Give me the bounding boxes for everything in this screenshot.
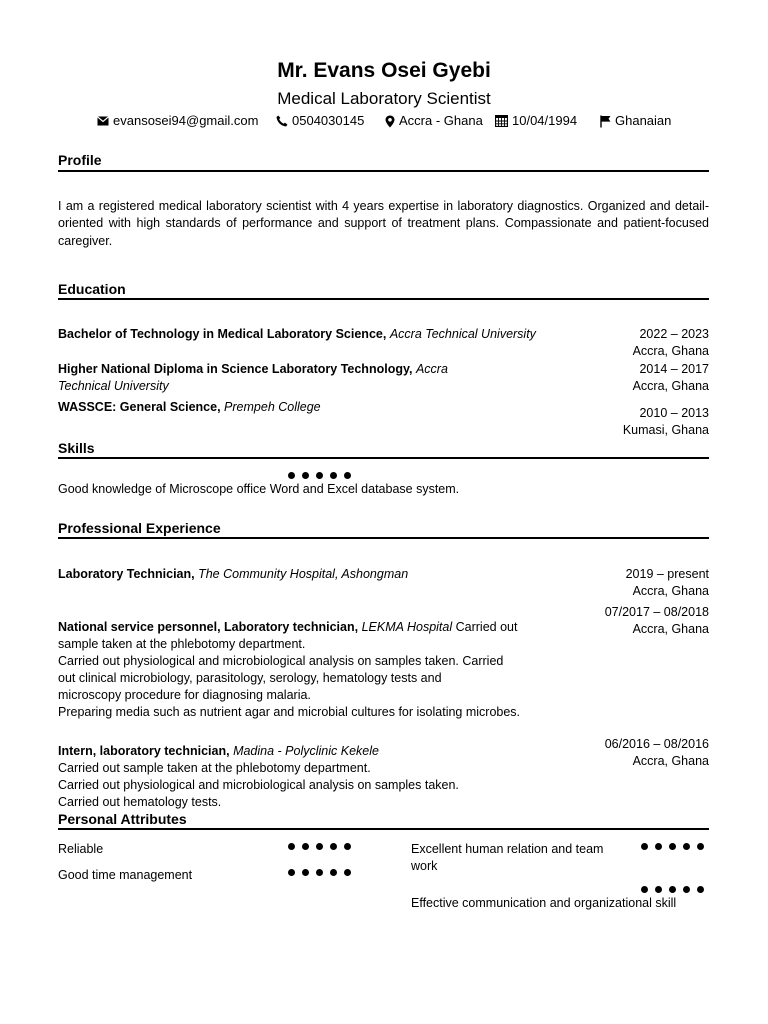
education-divider bbox=[58, 298, 709, 300]
rating-dot bbox=[697, 886, 704, 893]
rating-dot bbox=[655, 886, 662, 893]
rating-dot bbox=[316, 472, 323, 479]
experience-meta-1 bbox=[509, 566, 709, 600]
experience-dates: 2019 – present bbox=[625, 567, 709, 581]
attribute-rating bbox=[641, 843, 704, 850]
email-text: evansosei94@gmail.com bbox=[113, 113, 259, 128]
location-text: Accra - Ghana bbox=[399, 113, 483, 128]
education-place: Accra, Ghana bbox=[632, 344, 709, 358]
rating-dot bbox=[316, 869, 323, 876]
rating-dot bbox=[683, 843, 690, 850]
experience-item-2 bbox=[58, 619, 558, 721]
attribute-rating bbox=[641, 886, 704, 893]
experience-duty: Preparing media such as nutrient agar and microbial cultures for isolating microbes. bbox=[58, 705, 521, 719]
rating-dot bbox=[288, 843, 295, 850]
experience-role: Intern, laboratory technician, bbox=[58, 744, 230, 758]
attribute-rating bbox=[288, 843, 351, 850]
attribute-label: Effective communication and organizational skill bbox=[411, 896, 677, 910]
experience-role: Laboratory Technician, bbox=[58, 567, 195, 581]
experience-divider bbox=[58, 537, 709, 539]
education-item-3 bbox=[58, 399, 558, 416]
contact-dob bbox=[495, 112, 577, 130]
attribute-label: Reliable bbox=[58, 842, 104, 856]
skills-divider bbox=[58, 457, 709, 459]
rating-dot bbox=[655, 843, 662, 850]
rating-dot bbox=[330, 472, 337, 479]
attribute-label: Excellent human relation and team work bbox=[411, 842, 604, 873]
rating-dot bbox=[302, 843, 309, 850]
experience-dates: 06/2016 – 08/2016 bbox=[604, 737, 709, 751]
contact-email[interactable] bbox=[97, 112, 258, 130]
experience-item-1 bbox=[58, 566, 518, 583]
skills-text: Good knowledge of Microscope office Word and Excel database system. bbox=[58, 482, 460, 496]
education-school: Prempeh College bbox=[224, 400, 321, 414]
attribute-label: Good time management bbox=[58, 868, 193, 882]
rating-dot bbox=[641, 843, 648, 850]
rating-dot bbox=[669, 843, 676, 850]
envelope-icon bbox=[97, 116, 109, 126]
education-degree: WASSCE: General Science, bbox=[58, 400, 221, 414]
education-heading: Education bbox=[58, 281, 126, 297]
education-degree: Bachelor of Technology in Medical Laboratory Science, bbox=[58, 327, 387, 341]
skills-heading: Skills bbox=[58, 440, 95, 456]
experience-org: The Community Hospital, Ashongman bbox=[198, 567, 409, 581]
profile-text: I am a registered medical laboratory scientist with 4 years expertise in laboratory diagnostics. Organized and detail-oriented with high standards of performance and support of treatment plans. Compassionate and patient-focused caregiver. bbox=[58, 199, 709, 248]
contact-location bbox=[385, 112, 483, 130]
rating-dot bbox=[344, 472, 351, 479]
rating-dot bbox=[288, 869, 295, 876]
education-item-2 bbox=[58, 361, 458, 395]
profile-divider bbox=[58, 170, 709, 172]
rating-dot bbox=[316, 843, 323, 850]
rating-dot bbox=[302, 869, 309, 876]
rating-dot bbox=[344, 843, 351, 850]
map-pin-icon bbox=[385, 115, 395, 128]
profile-heading: Profile bbox=[58, 152, 102, 168]
experience-duty: out clinical microbiology, parasitology, serology, hematology tests and bbox=[58, 671, 442, 685]
experience-duty: Carried out physiological and microbiological analysis on samples taken. bbox=[58, 778, 459, 792]
rating-dot bbox=[330, 843, 337, 850]
phone-icon bbox=[276, 115, 288, 127]
education-meta-1 bbox=[509, 326, 709, 360]
education-place: Kumasi, Ghana bbox=[622, 423, 709, 437]
attributes-divider bbox=[58, 828, 709, 830]
experience-place: Accra, Ghana bbox=[632, 754, 709, 768]
contact-bar bbox=[0, 112, 768, 130]
education-meta-2 bbox=[509, 361, 709, 395]
rating-dot bbox=[288, 472, 295, 479]
flag-icon bbox=[600, 115, 611, 128]
rating-dot bbox=[302, 472, 309, 479]
experience-dates: 07/2017 – 08/2018 bbox=[604, 605, 709, 619]
candidate-title: Medical Laboratory Scientist bbox=[277, 89, 491, 108]
rating-dot bbox=[344, 869, 351, 876]
education-school: Accra Technical University bbox=[58, 362, 448, 393]
experience-duty: Carried out physiological and microbiological analysis on samples taken. Carried bbox=[58, 654, 504, 668]
attribute-rating bbox=[288, 869, 351, 876]
experience-item-3 bbox=[58, 743, 558, 811]
education-dates: 2014 – 2017 bbox=[639, 362, 709, 376]
education-school: Accra Technical University bbox=[389, 327, 536, 341]
experience-duty: microscopy procedure for diagnosing malaria. bbox=[58, 688, 311, 702]
attributes-heading: Personal Attributes bbox=[58, 811, 187, 827]
contact-phone[interactable] bbox=[276, 112, 364, 130]
experience-place: Accra, Ghana bbox=[632, 584, 709, 598]
rating-dot bbox=[330, 869, 337, 876]
nationality-text: Ghanaian bbox=[615, 113, 672, 128]
phone-text: 0504030145 bbox=[292, 113, 365, 128]
education-degree: Higher National Diploma in Science Laboratory Technology, bbox=[58, 362, 413, 376]
dob-text: 10/04/1994 bbox=[512, 113, 578, 128]
education-item-1 bbox=[58, 326, 558, 343]
rating-dot bbox=[683, 886, 690, 893]
experience-duty: Carried out hematology tests. bbox=[58, 795, 222, 809]
experience-heading: Professional Experience bbox=[58, 520, 221, 536]
rating-dot bbox=[669, 886, 676, 893]
experience-duty-lead: Carried out bbox=[455, 620, 518, 634]
education-place: Accra, Ghana bbox=[632, 379, 709, 393]
skills-rating bbox=[288, 472, 351, 479]
education-dates: 2010 – 2013 bbox=[639, 406, 709, 420]
education-dates: 2022 – 2023 bbox=[639, 327, 709, 341]
experience-duty: sample taken at the phlebotomy department. bbox=[58, 637, 306, 651]
calendar-icon bbox=[495, 115, 508, 127]
rating-dot bbox=[697, 843, 704, 850]
experience-role: National service personnel, Laboratory technician, bbox=[58, 620, 359, 634]
experience-place: Accra, Ghana bbox=[632, 622, 709, 636]
experience-duty: Carried out sample taken at the phlebotomy department. bbox=[58, 761, 371, 775]
rating-dot bbox=[641, 886, 648, 893]
experience-org: LEKMA Hospital bbox=[361, 620, 453, 634]
experience-org: Madina - Polyclinic Kekele bbox=[233, 744, 379, 758]
education-meta-3 bbox=[509, 405, 709, 439]
candidate-name: Mr. Evans Osei Gyebi bbox=[277, 59, 491, 82]
contact-nationality bbox=[600, 112, 671, 130]
